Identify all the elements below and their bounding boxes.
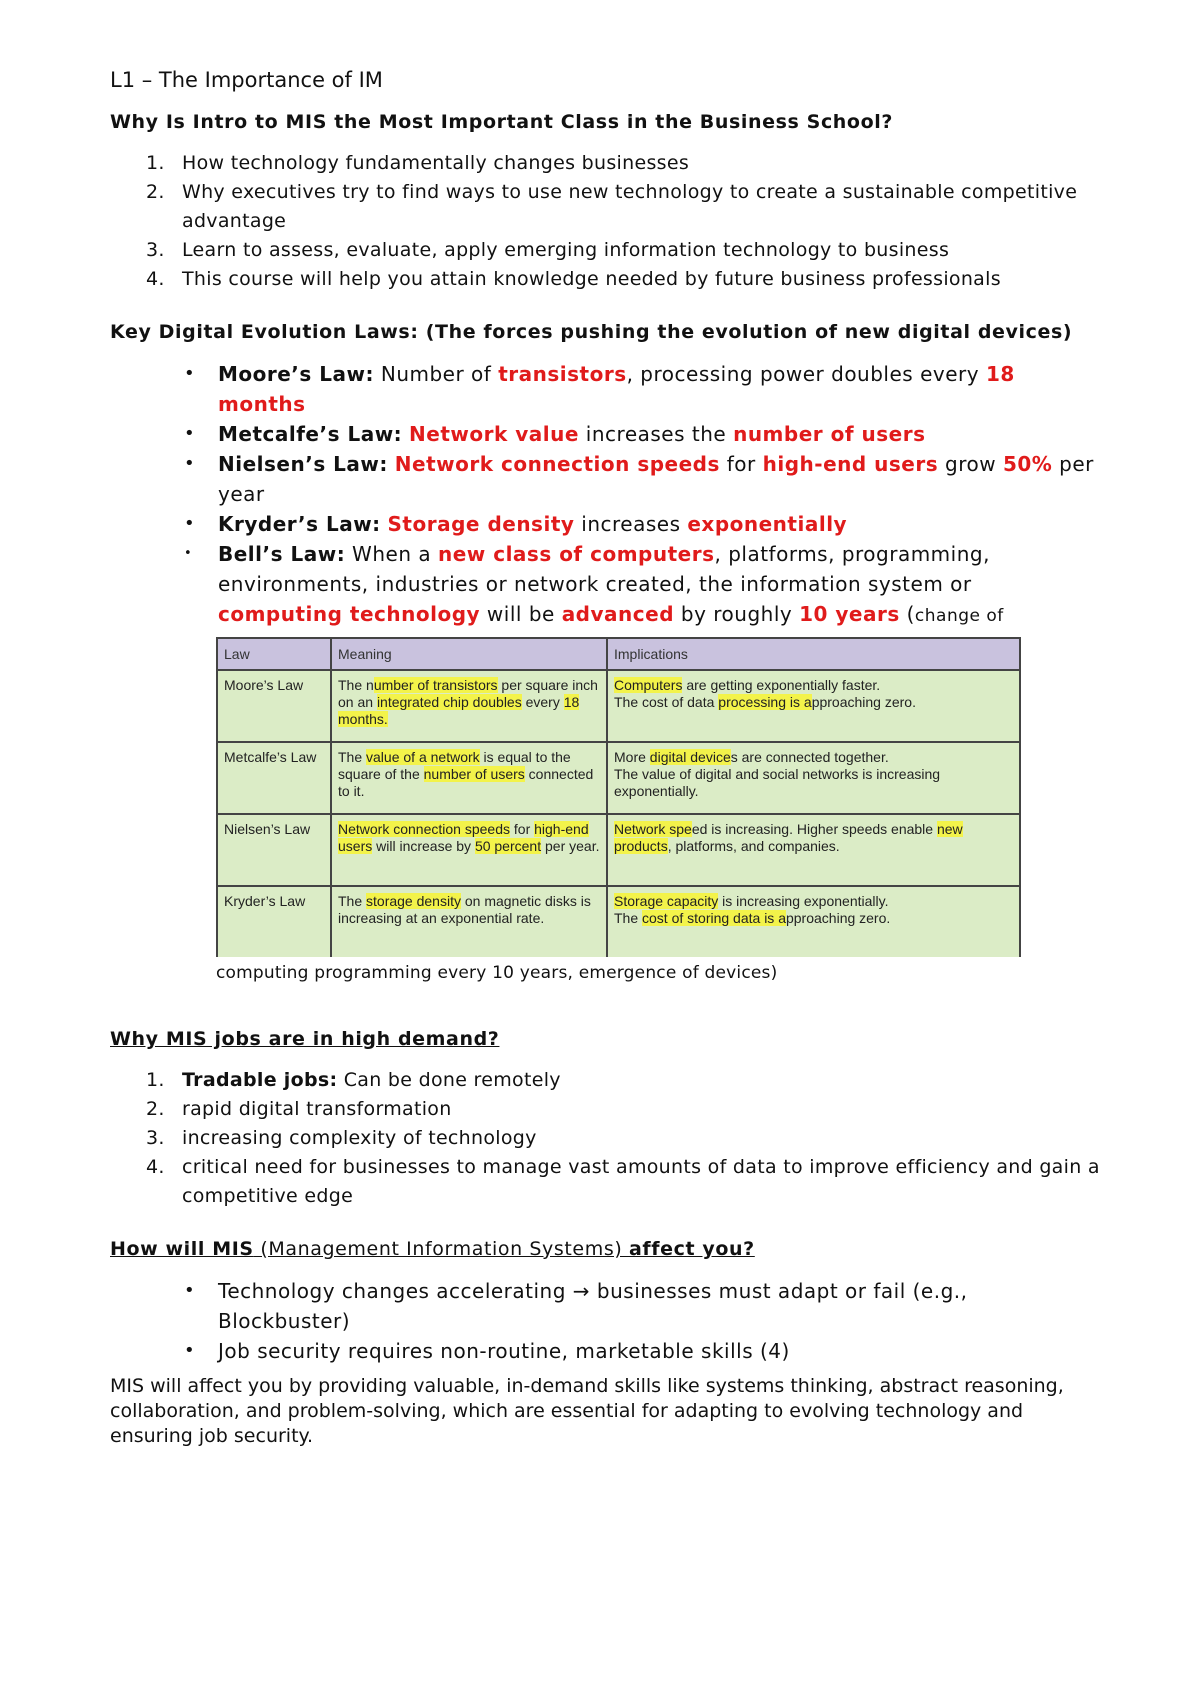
page-title: L1 – The Importance of IM (110, 68, 383, 92)
summary-paragraph: MIS will affect you by providing valuable, in-demand skills like systems thinking, abstract reasoning, collaboration, and problem-solving, which are essential for adapting to evolving technology and ensuring job security. (110, 1375, 1064, 1447)
table-row (217, 814, 1020, 886)
header-meaning: Meaning (331, 638, 607, 670)
cell-meaning: The number of transistors per square inch on an integrated chip doubles every 18 months. (331, 670, 607, 742)
law-item-nielsen: • Nielsen’s Law: Network connection speeds for high-end users grow 50% per year (110, 449, 1100, 509)
list-item: 4. This course will help you attain knowledge needed by future business professionals (146, 268, 1001, 290)
section-heading-laws: Key Digital Evolution Laws: (The forces pushing the evolution of new digital devices) (110, 321, 1073, 343)
bullet-icon: • (184, 1340, 196, 1361)
list-item: 1. Tradable jobs: Can be done remotely (146, 1069, 561, 1091)
law-item-moore: • Moore’s Law: Number of transistors, processing power doubles every 18 months (110, 359, 1100, 419)
bell-law-continuation: computing programming every 10 years, emergence of devices) (216, 963, 778, 983)
cell-law: Metcalfe’s Law (217, 742, 331, 814)
law-item-metcalfe: • Metcalfe’s Law: Network value increases the number of users (110, 419, 1100, 449)
cell-meaning: The value of a network is equal to the square of the number of users connected to it. (331, 742, 607, 814)
list-item: 2. Why executives try to find ways to use new technology to create a sustainable competitive advantage (146, 181, 1078, 232)
list-item: 3. Learn to assess, evaluate, apply emerging information technology to business (146, 239, 950, 261)
list-item: 1. How technology fundamentally changes businesses (146, 152, 690, 174)
document-page (110, 68, 1100, 1449)
header-law: Law (217, 638, 331, 670)
table-row (217, 886, 1020, 957)
cell-meaning: The storage density on magnetic disks is increasing at an exponential rate. (331, 886, 607, 957)
bullet-icon: • (184, 513, 196, 534)
list-item: 3. increasing complexity of technology (146, 1127, 537, 1149)
list-item: 2. rapid digital transformation (146, 1098, 452, 1120)
table-row (217, 742, 1020, 814)
cell-law: Moore’s Law (217, 670, 331, 742)
bullet-icon: • (184, 423, 196, 444)
table-header-row (217, 638, 1020, 670)
table-row (217, 670, 1020, 742)
cell-implications: Computers are getting exponentially faster. The cost of data processing is approaching zero. (607, 670, 1020, 742)
law-item-bell: • Bell’s Law: When a new class of computers, platforms, programming, environments, industries or network created, the information system or computing technology will be advanced by roughly 10 years (change of (110, 539, 1100, 631)
list-item: • Technology changes accelerating → businesses must adapt or fail (e.g., Blockbuster) (110, 1276, 1100, 1336)
laws-table-image (216, 637, 1021, 957)
cell-law: Nielsen’s Law (217, 814, 331, 886)
bullet-list-affect-you (110, 1276, 1100, 1366)
numbered-list-why-intro (110, 149, 1100, 294)
cell-implications: More digital devices are connected together. The value of digital and social networks is increasing exponentially. (607, 742, 1020, 814)
bullet-icon: • (184, 546, 193, 561)
law-item-kryder: • Kryder’s Law: Storage density increases exponentially (110, 509, 1100, 539)
section-heading-affect-you: How will MIS (Management Information Systems) affect you? (110, 1238, 755, 1260)
laws-bullet-list (110, 359, 1100, 631)
cell-implications: Network speed is increasing. Higher speeds enable new products, platforms, and companies. (607, 814, 1020, 886)
cell-meaning: Network connection speeds for high-end users will increase by 50 percent per year. (331, 814, 607, 886)
header-implications: Implications (607, 638, 1020, 670)
bullet-icon: • (184, 1280, 196, 1301)
cell-implications: Storage capacity is increasing exponentially. The cost of storing data is approaching zero. (607, 886, 1020, 957)
section-heading-mis-jobs: Why MIS jobs are in high demand? (110, 1028, 500, 1050)
list-item: 4. critical need for businesses to manage vast amounts of data to improve efficiency and gain a competitive edge (146, 1156, 1100, 1207)
bullet-icon: • (184, 453, 196, 474)
list-item: • Job security requires non-routine, marketable skills (4) (110, 1336, 1100, 1366)
section-heading-why-intro: Why Is Intro to MIS the Most Important Class in the Business School? (110, 111, 893, 133)
bullet-icon: • (184, 363, 196, 384)
cell-law: Kryder’s Law (217, 886, 331, 957)
laws-table (216, 637, 1021, 957)
numbered-list-mis-jobs (110, 1066, 1100, 1211)
